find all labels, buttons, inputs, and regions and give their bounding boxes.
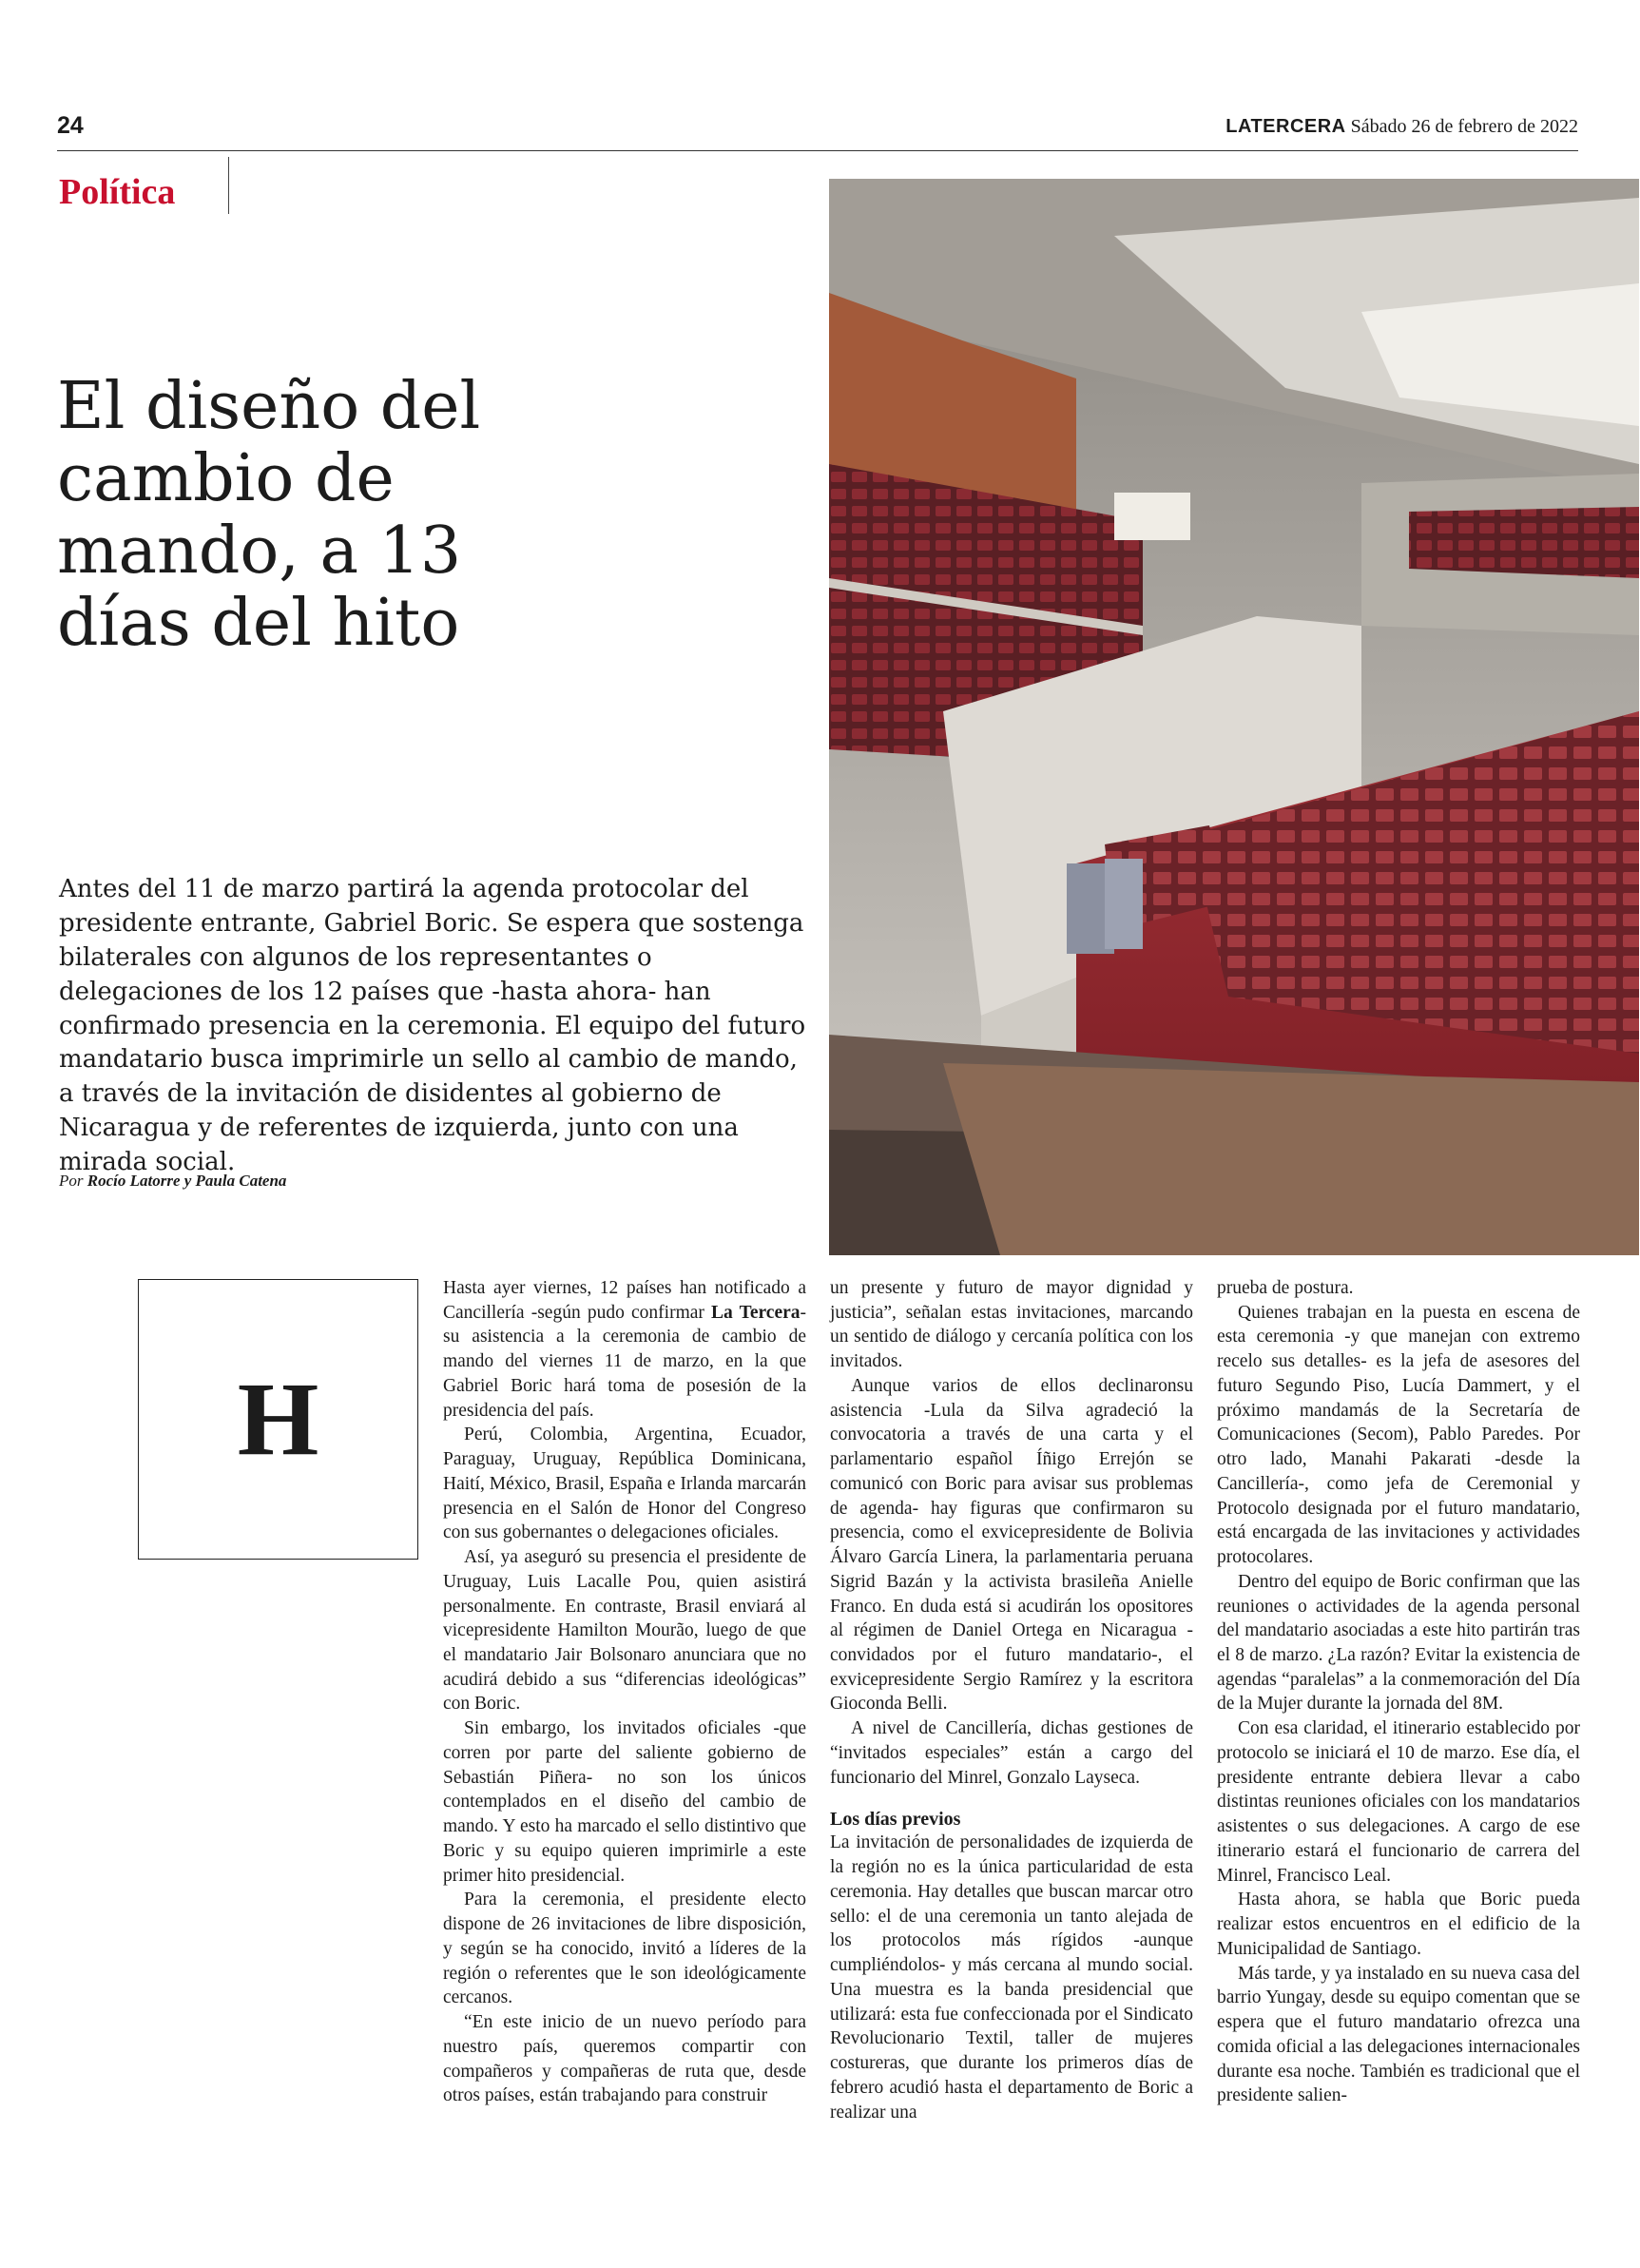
section-divider	[228, 157, 229, 214]
congress-hall-photo	[829, 179, 1639, 1255]
newspaper-name-inline: La Tercera	[711, 1302, 801, 1323]
body-paragraph: Quienes trabajan en la puesta en escena de esta ceremonia -y que manejan con extremo recelo sus detalles- es la jefa de asesores del futuro Segundo Piso, Lucía Dammert, y el próximo mandamás de la Secretaría de Comunicaciones (Secom), Pablo Paredes. Por otro lado, Manahi Pakarati -desde la Cancillería-, como jefa de Ceremonial y Protocolo designada por el futuro mandatario, está encargada de las invitaciones y actividades protocolares.	[1217, 1302, 1580, 1568]
newspaper-brand: LATERCERA	[1225, 116, 1346, 137]
body-paragraph: Para la ceremonia, el presidente electo dispone de 26 invitaciones de libre disposición, y según se ha conocido, invitó a líderes de la región o referentes que le son ideológicamente cercanos.	[443, 1890, 806, 2008]
body-paragraph: A nivel de Cancillería, dichas gestiones de “invitados especiales” están a cargo del funcionario del Minrel, Gonzalo Layseca.	[830, 1718, 1193, 1788]
body-paragraph: Hasta ayer viernes, 12 países han notificado a Cancillería -según pudo confirmar La Tercera- su asistencia a la ceremonia de cambio de mando del viernes 11 de marzo, en la que Gabriel Boric hará toma de posesión de la presidencia del país.	[443, 1278, 806, 1421]
issue-date: Sábado 26 de febrero de 2022	[1350, 116, 1578, 137]
byline-authors: Rocío Latorre y Paula Catena	[87, 1172, 287, 1190]
headline-line: cambio de	[57, 441, 395, 517]
body-paragraph: Así, ya aseguró su presencia el presidente de Uruguay, Luis Lacalle Pou, quien asistirá personalmente. En contraste, Brasil enviará al vicepresidente Hamilton Mourão, luego de que el mandatario Jair Bolsonaro anunciara que no acudirá debido a sus “diferencias ideológicas” con Boric.	[443, 1547, 806, 1715]
subheading: Los días previos	[830, 1809, 961, 1831]
headline-line: El diseño del	[57, 369, 481, 444]
body-paragraph: prueba de postura.	[1217, 1278, 1354, 1298]
headline-line: días del hito	[57, 586, 460, 662]
body-paragraph: Aunque varios de ellos declinaronsu asistencia -Lula da Silva agradeció la convocatoria a través de una carta y el parlamentario español Íñigo Errejón se comunicó con Boric para avisar sus problemas de agenda- hay figuras que confirmaron su presencia, como el exvicepresidente de Bolivia Álvaro García Linera, la parlamentaria peruana Sigrid Bazán y la activista brasileña Anielle Franco. En duda está si acudirán los opositores al régimen de Daniel Ortega en Nicaragua -convidados por el futuro mandatario-, el exvicepresidente Sergio Ramírez y la escritora Gioconda Belli.	[830, 1375, 1193, 1715]
body-paragraph: Perú, Colombia, Argentina, Ecuador, Paraguay, Uruguay, República Dominicana, Haití, México, Brasil, España e Irlanda marcarán presencia en el Salón de Honor del Congreso con sus gobernantes o delegaciones oficiales.	[443, 1425, 806, 1543]
body-paragraph: “En este inicio de un nuevo período para nuestro país, queremos compartir con compañeros y compañeras de ruta que, desde otros países, están trabajando para construir	[443, 2012, 806, 2106]
article-column-1	[443, 1276, 806, 2108]
article-column-3	[1217, 1276, 1580, 2108]
body-paragraph: Dentro del equipo de Boric confirman que las reuniones o actividades de la agenda personal del mandatario asociadas a este hito partirán tras el 8 de marzo. ¿La razón? Evitar la existencia de agendas “paralelas” a la conmemoración del Día de la Mujer durante la jornada del 8M.	[1217, 1571, 1580, 1715]
masthead-date	[1225, 116, 1578, 138]
body-paragraph: La invitación de personalidades de izquierda de la región no es la única particularidad de esta ceremonia. Hay detalles que buscan marcar otro sello: el de una ceremonia un tanto alejada de los protocolos más rígidos -aunque cumpliéndolos- y más cercana al mundo social. Una muestra es la banda presidencial que utilizará: esta fue confeccionada por el Sindicato Revolucionario Textil, taller de mujeres costureras, que durante los primeros días de febrero acudió hasta el departamento de Boric a realizar una	[830, 1832, 1193, 2123]
article-photo	[829, 179, 1639, 1255]
byline	[59, 1172, 286, 1191]
headline	[57, 371, 818, 661]
body-paragraph: un presente y futuro de mayor dignidad y justicia”, señalan estas invitaciones, marcando un sentido de diálogo y cercanía política con los invitados.	[830, 1278, 1193, 1372]
drop-cap-letter: H	[237, 1361, 319, 1477]
header-rule	[57, 150, 1578, 151]
headline-line: mando, a 13	[57, 514, 462, 590]
body-paragraph: Más tarde, y ya instalado en su nueva casa del barrio Yungay, desde su equipo comentan que se espera que el futuro mandatario ofrezca una comida oficial a las delegaciones internacionales durante esa noche. También es tradicional que el presidente salien-	[1217, 1963, 1580, 2106]
section-label: Política	[59, 172, 176, 212]
article-column-2	[830, 1276, 1193, 2124]
body-paragraph: Con esa claridad, el itinerario establecido por protocolo se iniciará el 10 de marzo. Ese día, el presidente entrante debiera llevar a cabo distintas reuniones oficiales con los mandatarios asistentes o sus delegaciones. A cargo de ese itinerario estará el funcionario de carrera del Minrel, Francisco Leal.	[1217, 1718, 1580, 1886]
byline-prefix: Por	[59, 1172, 84, 1190]
body-paragraph: Hasta ahora, se habla que Boric pueda realizar estos encuentros en el edificio de la Municipalidad de Santiago.	[1217, 1890, 1580, 1959]
drop-cap-box	[138, 1279, 418, 1560]
lead-paragraph: Antes del 11 de marzo partirá la agenda protocolar del presidente entrante, Gabriel Boric. Se espera que sostenga bilaterales con algunos de los representantes o delegaciones de los 12 países que -hasta ahora- han confirmado presencia en la ceremonia. El equipo del futuro mandatario busca imprimirle un sello al cambio de mando, a través de la invitación de disidentes al gobierno de Nicaragua y de referentes de izquierda, junto con una mirada social.	[59, 875, 806, 1176]
page-number: 24	[57, 112, 84, 139]
body-paragraph: Sin embargo, los invitados oficiales -que corren por parte del saliente gobierno de Sebastián Piñera- no son los únicos contemplados en el diseño del cambio de mando. Y esto ha marcado el sello distintivo que Boric y su equipo quieren imprimirle a este primer hito presidencial.	[443, 1718, 806, 1886]
